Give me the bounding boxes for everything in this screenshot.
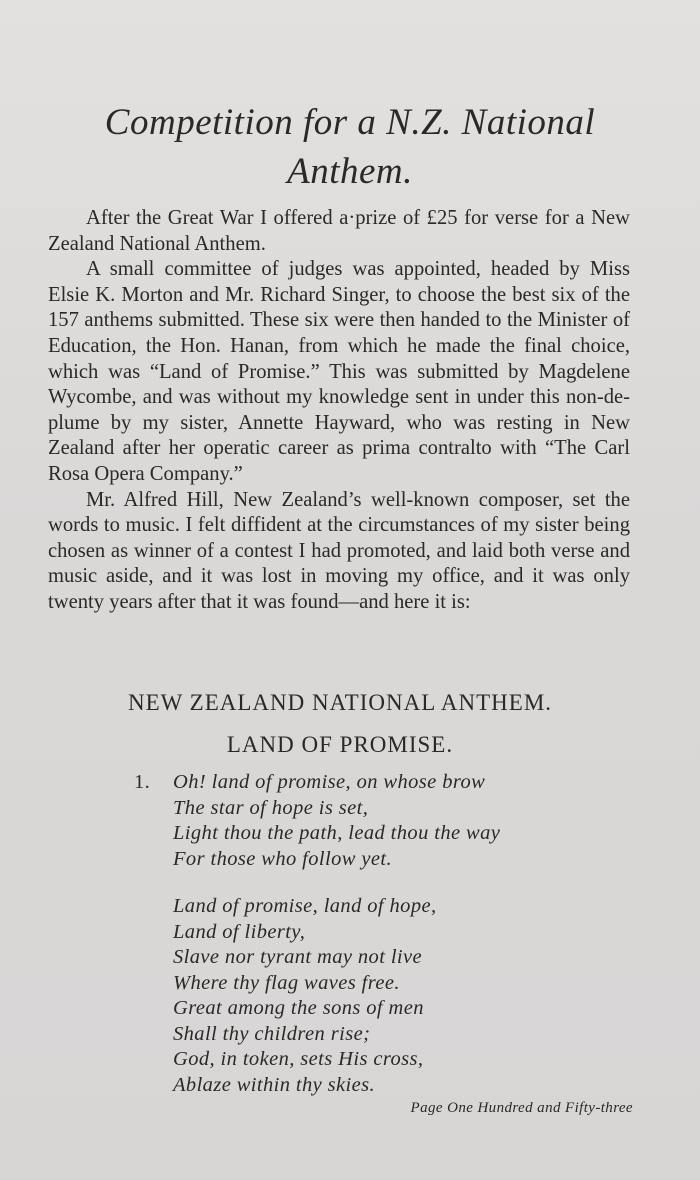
paragraph: After the Great War I offered a·prize of £25 for verse for a New Zealand National Anthem. <box>48 207 630 255</box>
body-text <box>48 206 630 616</box>
verse-line: Slave nor tyrant may not live <box>173 946 423 968</box>
title-line-1: Competition for a N.Z. National <box>104 102 596 143</box>
verse-line: The star of hope is set, <box>173 796 369 819</box>
verse-line: God, in token, sets His cross, <box>173 1048 424 1070</box>
title-line-2: Anthem. <box>287 151 413 192</box>
verse-line: Ablaze within thy skies. <box>173 1073 376 1096</box>
verse-line: Where thy flag waves free. <box>173 971 400 994</box>
verse-line: Oh! land of promise, on whose brow <box>173 771 486 793</box>
anthem-subheading: LAND OF PROMISE. <box>226 732 454 757</box>
verse-line: For those who follow yet. <box>173 847 392 870</box>
verse-line: Light thou the path, lead thou the way <box>173 822 501 844</box>
paragraph: Mr. Alfred Hill, New Zealand’s well-known composer, set the words to music. I felt diffident at the circumstances of my sister being chosen as winner of a contest I had promoted, and laid both verse and music aside, and it was lost in moving my office, and it was only twenty years after that it was found—and here it is: <box>48 488 630 613</box>
paragraph: A small committee of judges was appointed, headed by Miss Elsie K. Morton and Mr. Richard Singer, to choose the best six of the 157 anthems submitted. These six were then handed to the Minister of Education, the Hon. Hanan, from which he made the final choice, which was “Land of Promise.” This was submitted by Magdelene Wycombe, and was without my knowledge sent in under this non-de-plume by my sister, Annette Hayward, who was resting in New Zealand after her operatic career as prima contralto with “The Carl Rosa Opera Company.” <box>48 258 630 485</box>
verse-lines <box>173 770 594 1098</box>
verse-line: Land of promise, land of hope, <box>173 895 437 917</box>
verse-line: Land of liberty, <box>173 920 306 943</box>
verse-number: 1. <box>134 771 151 793</box>
verse-line: Great among the sons of men <box>173 997 424 1019</box>
verse-line: Shall thy children rise; <box>173 1022 371 1045</box>
stanza-gap <box>173 872 594 894</box>
anthem-verse <box>134 770 594 1098</box>
page-number-footer: Page One Hundred and Fifty-three <box>410 1100 633 1116</box>
anthem-heading: NEW ZEALAND NATIONAL ANTHEM. <box>127 690 553 715</box>
page-title <box>40 98 660 196</box>
